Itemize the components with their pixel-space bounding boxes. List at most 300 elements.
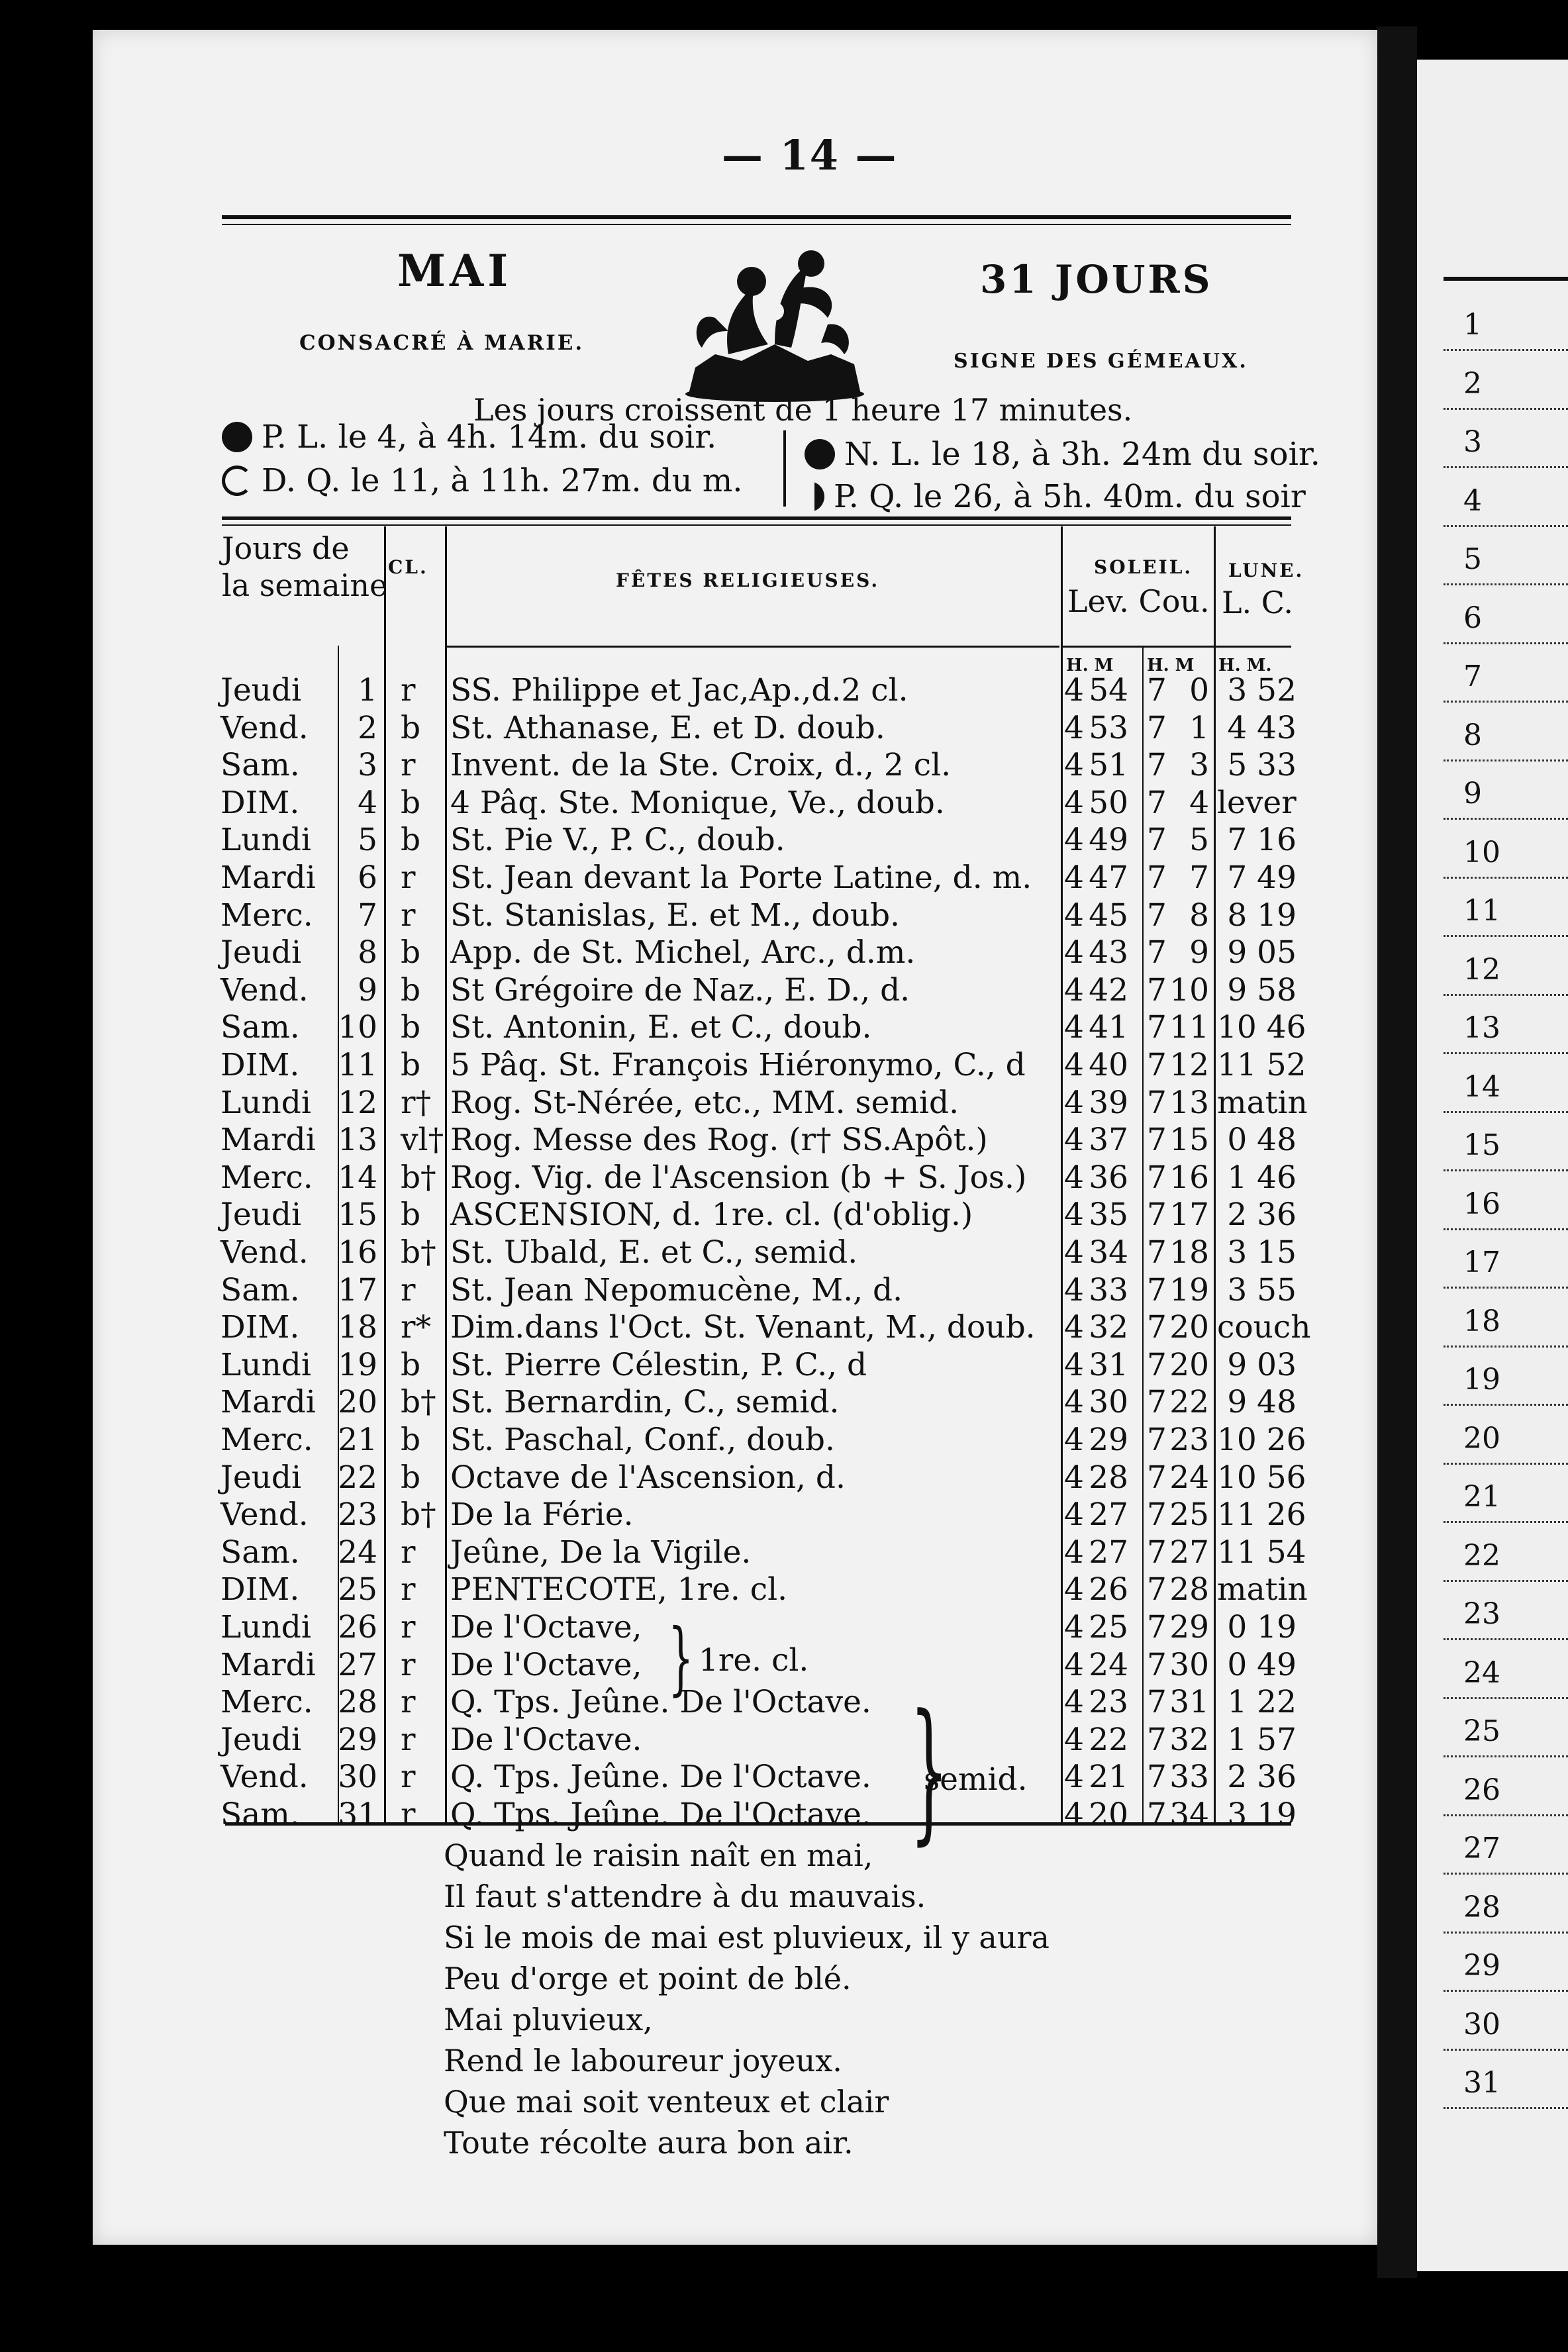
sunrise-minute: 30 [1089, 1384, 1128, 1421]
day-number: 11 [338, 1047, 377, 1083]
table-row [0, 1159, 1568, 1197]
facing-page-day-number: 13 [1463, 1011, 1500, 1045]
sunrise-hour: 4 [1064, 1496, 1084, 1534]
day-number: 18 [338, 1309, 377, 1346]
facing-page-dotted-line [1444, 1755, 1568, 1757]
day-name: Jeudi [220, 1459, 302, 1496]
feast-name: Rog. Vig. de l'Ascension (b + S. Jos.) [450, 1159, 1027, 1196]
sunset-hour: 7 [1147, 971, 1167, 1008]
liturgical-color: r [401, 1271, 416, 1308]
sunset-hour: 7 [1147, 1122, 1167, 1159]
sunrise-minute: 29 [1089, 1422, 1128, 1458]
sunrise-hour: 4 [1064, 1309, 1084, 1346]
proverb-line: Peu d'orge et point de blé. [444, 1961, 852, 1996]
feast-name: Jeûne, De la Vigile. [450, 1534, 752, 1571]
facing-page-day-number: 6 [1463, 601, 1482, 635]
day-name: Lundi [220, 1609, 311, 1645]
feast-name: St. Paschal, Conf., doub. [450, 1422, 835, 1458]
sunset-minute: 33 [1169, 1759, 1209, 1796]
phase-new-moon [805, 436, 1320, 473]
sunset-minute: 24 [1169, 1459, 1209, 1496]
phase-full-moon [222, 418, 716, 456]
day-name: Jeudi [220, 934, 302, 971]
liturgical-color: r [401, 1796, 416, 1833]
proverb-line: Si le mois de mai est pluvieux, il y aura [444, 1920, 1050, 1955]
feast-name: PENTECOTE, 1re. cl. [450, 1571, 788, 1608]
day-name: DIM. [220, 784, 300, 821]
day-name: Merc. [220, 897, 313, 934]
facing-page-dotted-line [1444, 1521, 1568, 1523]
facing-page-dotted-line [1444, 760, 1568, 761]
feast-name: Q. Tps. Jeûne. De l'Octave. [450, 1759, 871, 1796]
sunset-hour: 7 [1147, 1684, 1167, 1721]
sunrise-hour: 4 [1064, 1084, 1084, 1121]
brace-1re-label: 1re. cl. [699, 1642, 809, 1679]
day-number: 16 [338, 1234, 377, 1271]
liturgical-color: b [401, 709, 421, 746]
sunset-minute: 9 [1189, 934, 1209, 971]
day-number: 27 [338, 1646, 377, 1683]
sunrise-hour: 4 [1064, 1271, 1084, 1308]
sunrise-minute: 25 [1089, 1609, 1128, 1645]
sunset-minute: 22 [1169, 1384, 1209, 1421]
facing-page-dotted-line [1444, 1404, 1568, 1406]
facing-page-day-number: 11 [1463, 894, 1500, 928]
sunset-minute: 23 [1169, 1422, 1209, 1458]
table-top-rule-thin [222, 524, 1291, 526]
header-lev-cou: Lev. Cou. [1067, 583, 1210, 619]
sunrise-minute: 27 [1089, 1496, 1128, 1534]
sunrise-hour: 4 [1064, 822, 1084, 859]
sunset-minute: 19 [1169, 1271, 1209, 1308]
day-name: Merc. [220, 1159, 313, 1196]
feast-name: De la Férie. [450, 1496, 634, 1534]
sunrise-hour: 4 [1064, 709, 1084, 746]
day-name: Mardi [220, 859, 316, 896]
sunrise-minute: 24 [1089, 1646, 1128, 1683]
facing-page-day-number: 9 [1463, 777, 1482, 810]
day-name: Merc. [220, 1422, 313, 1458]
sunrise-hour: 4 [1064, 971, 1084, 1008]
facing-page-dotted-line [1444, 642, 1568, 644]
header-rule-thick [222, 215, 1291, 219]
sunrise-hour: 4 [1064, 897, 1084, 934]
facing-page-dotted-line [1444, 1052, 1568, 1054]
moon-time: 1 57 [1227, 1721, 1297, 1758]
proverb-line: Quand le raisin naît en mai, [444, 1838, 873, 1873]
table-row [0, 1384, 1568, 1422]
facing-page-dotted-line [1444, 877, 1568, 879]
day-number: 24 [338, 1534, 377, 1571]
sunset-minute: 10 [1169, 971, 1209, 1008]
feast-name: App. de St. Michel, Arc., d.m. [450, 934, 916, 971]
sunset-minute: 11 [1169, 1009, 1209, 1046]
feast-name: St. Ubald, E. et C., semid. [450, 1234, 858, 1271]
feast-name: St. Pierre Célestin, P. C., d [450, 1346, 867, 1383]
day-number: 1 [358, 672, 377, 709]
table-row [0, 672, 1568, 710]
sunrise-minute: 36 [1089, 1159, 1128, 1196]
moon-time: 9 58 [1227, 971, 1297, 1008]
feast-name: Invent. de la Ste. Croix, d., 2 cl. [450, 747, 952, 784]
sunrise-minute: 54 [1089, 672, 1128, 709]
facing-page-day-number: 15 [1463, 1128, 1500, 1162]
sunrise-minute: 47 [1089, 859, 1128, 896]
facing-page-dotted-line [1444, 1638, 1568, 1640]
moon-time: 7 16 [1227, 822, 1297, 859]
day-name: Jeudi [220, 1197, 302, 1234]
phase-new-moon-text: N. L. le 18, à 3h. 24m du soir. [844, 436, 1320, 473]
phase-first-quarter-text: P. Q. le 26, à 5h. 40m. du soir [834, 478, 1306, 515]
day-number: 13 [338, 1122, 377, 1159]
liturgical-color: b† [401, 1496, 436, 1534]
facing-page-day-number: 19 [1463, 1363, 1500, 1396]
sunset-hour: 7 [1147, 934, 1167, 971]
liturgical-color: b† [401, 1234, 436, 1271]
facing-page-dotted-line [1444, 701, 1568, 703]
day-number: 25 [338, 1571, 377, 1608]
moon-time: matin [1217, 1084, 1308, 1121]
sunrise-hour: 4 [1064, 934, 1084, 971]
facing-page-dotted-line [1444, 525, 1568, 527]
sunset-hour: 7 [1147, 1609, 1167, 1645]
sunset-hour: 7 [1147, 709, 1167, 746]
facing-page-day-number: 29 [1463, 1949, 1500, 1983]
sunrise-hour: 4 [1064, 1234, 1084, 1271]
sunset-minute: 25 [1169, 1496, 1209, 1534]
sunset-minute: 20 [1169, 1309, 1209, 1346]
day-number: 4 [358, 784, 377, 821]
table-row [0, 785, 1568, 822]
sunset-hour: 7 [1147, 1234, 1167, 1271]
facing-page-day-number: 26 [1463, 1773, 1500, 1807]
facing-page-dotted-line [1444, 349, 1568, 351]
feast-name: St Grégoire de Naz., E. D., d. [450, 971, 910, 1008]
sunset-hour: 7 [1147, 1197, 1167, 1234]
sunrise-minute: 49 [1089, 822, 1128, 859]
day-number: 29 [338, 1721, 377, 1758]
sunrise-hour: 4 [1064, 1609, 1084, 1645]
facing-page-rule [1444, 277, 1568, 281]
sunrise-minute: 34 [1089, 1234, 1128, 1271]
feast-name: ASCENSION, d. 1re. cl. (d'oblig.) [450, 1197, 973, 1234]
sunset-minute: 12 [1169, 1047, 1209, 1083]
feast-name: SS. Philippe et Jac,Ap.,d.2 cl. [450, 672, 908, 709]
sunrise-hour: 4 [1064, 1646, 1084, 1683]
facing-page-day-number: 20 [1463, 1421, 1500, 1455]
sunset-hour: 7 [1147, 1759, 1167, 1796]
table-row [0, 1085, 1568, 1122]
zodiac-sign: SIGNE DES GÉMEAUX. [954, 350, 1248, 373]
sunrise-minute: 26 [1089, 1571, 1128, 1608]
phase-last-quarter-text: D. Q. le 11, à 11h. 27m. du m. [262, 462, 743, 499]
table-row [0, 1422, 1568, 1459]
sunset-hour: 7 [1147, 784, 1167, 821]
sunset-minute: 7 [1189, 859, 1209, 896]
day-number: 14 [338, 1159, 377, 1196]
facing-page-day-number: 22 [1463, 1538, 1500, 1573]
facing-page-dotted-line [1444, 2049, 1568, 2051]
sunset-minute: 8 [1189, 897, 1209, 934]
month-name: MAI [397, 245, 513, 297]
sunset-hour: 7 [1147, 1047, 1167, 1083]
feast-name: St. Jean Nepomucène, M., d. [450, 1271, 903, 1308]
table-row [0, 1684, 1568, 1722]
facing-page-dotted-line [1444, 935, 1568, 937]
day-name: Sam. [220, 1534, 300, 1571]
sunrise-minute: 40 [1089, 1047, 1128, 1083]
sunrise-minute: 20 [1089, 1796, 1128, 1833]
facing-page-day-number: 8 [1463, 718, 1482, 752]
liturgical-color: r [401, 1571, 416, 1608]
table-row [0, 1609, 1568, 1647]
sunset-hour: 7 [1147, 1159, 1167, 1196]
sunrise-minute: 39 [1089, 1084, 1128, 1121]
facing-page-dotted-line [1444, 408, 1568, 410]
facing-page-day-number: 30 [1463, 2007, 1500, 2041]
liturgical-color: r [401, 747, 416, 784]
facing-page-day-number: 31 [1463, 2066, 1500, 2100]
liturgical-color: r [401, 897, 416, 934]
sunset-minute: 30 [1169, 1646, 1209, 1683]
facing-page-day-number: 5 [1463, 542, 1482, 576]
table-row [0, 1496, 1568, 1534]
header-class: CL. [388, 556, 428, 578]
facing-page-dotted-line [1444, 1228, 1568, 1230]
facing-page-day-number: 17 [1463, 1246, 1500, 1279]
sunrise-hour: 4 [1064, 1122, 1084, 1159]
sunset-minute: 28 [1169, 1571, 1209, 1608]
table-row [0, 1309, 1568, 1347]
proverb-line: Rend le laboureur joyeux. [444, 2043, 842, 2079]
liturgical-color: r [401, 1721, 416, 1758]
day-number: 15 [338, 1197, 377, 1234]
feast-name: De l'Octave, [450, 1646, 642, 1683]
day-name: DIM. [220, 1047, 300, 1083]
sunrise-hour: 4 [1064, 1571, 1084, 1608]
sunset-minute: 5 [1189, 822, 1209, 859]
sunset-minute: 16 [1169, 1159, 1209, 1196]
facing-page-dotted-line [1444, 994, 1568, 996]
feast-name: Dim.dans l'Oct. St. Venant, M., doub. [450, 1309, 1036, 1346]
moon-time: 9 03 [1227, 1346, 1297, 1383]
facing-page-dotted-line [1444, 1697, 1568, 1699]
sunset-hour: 7 [1147, 1346, 1167, 1383]
dedication: CONSACRÉ À MARIE. [299, 331, 585, 355]
facing-page-dotted-line [1444, 466, 1568, 468]
feast-name: Rog. Messe des Rog. (r† SS.Apôt.) [450, 1122, 988, 1159]
liturgical-color: b† [401, 1384, 436, 1421]
sunset-minute: 0 [1189, 672, 1209, 709]
sunset-hour: 7 [1147, 1422, 1167, 1458]
sunset-minute: 1 [1189, 709, 1209, 746]
table-row [0, 1459, 1568, 1497]
sunset-hour: 7 [1147, 1721, 1167, 1758]
sunrise-hour: 4 [1064, 859, 1084, 896]
liturgical-color: b [401, 822, 421, 859]
day-number: 8 [358, 934, 377, 971]
phase-first-quarter [805, 478, 1306, 515]
sunrise-minute: 42 [1089, 971, 1128, 1008]
sunset-hour: 7 [1147, 897, 1167, 934]
proverb-line: Que mai soit venteux et clair [444, 2084, 889, 2120]
facing-page-dotted-line [1444, 1990, 1568, 1992]
moon-time: lever [1217, 784, 1297, 821]
moon-time: 10 26 [1217, 1422, 1306, 1458]
day-name: Merc. [220, 1684, 313, 1721]
moon-time: 10 46 [1217, 1009, 1306, 1046]
sunrise-minute: 27 [1089, 1534, 1128, 1571]
facing-page-dotted-line [1444, 1169, 1568, 1171]
feast-name: St. Bernardin, C., semid. [450, 1384, 840, 1421]
header-hm-lune: H. M. [1218, 656, 1272, 675]
liturgical-color: b [401, 1346, 421, 1383]
moon-time: 3 52 [1227, 672, 1297, 709]
day-name: Vend. [220, 1759, 309, 1796]
header-hm-cou: H. M [1147, 656, 1195, 675]
liturgical-color: b [401, 1197, 421, 1234]
table-row [0, 1047, 1568, 1085]
feast-name: 5 Pâq. St. François Hiéronymo, C., d [450, 1047, 1026, 1083]
proverb-line: Il faut s'attendre à du mauvais. [444, 1879, 926, 1914]
header-lune: LUNE. [1228, 560, 1304, 581]
table-row [0, 747, 1568, 785]
brace-semid-label: semid. [924, 1761, 1028, 1798]
day-name: Mardi [220, 1646, 316, 1683]
liturgical-color: r [401, 1646, 416, 1683]
feast-name: St. Stanislas, E. et M., doub. [450, 897, 900, 934]
liturgical-color: b [401, 1047, 421, 1083]
facing-page-day-number: 25 [1463, 1714, 1500, 1748]
day-number: 30 [338, 1759, 377, 1796]
sunset-hour: 7 [1147, 1009, 1167, 1046]
day-number: 31 [338, 1796, 377, 1833]
facing-page-dotted-line [1444, 1463, 1568, 1465]
moon-time: 3 19 [1227, 1796, 1297, 1833]
facing-page-day-number: 23 [1463, 1597, 1500, 1631]
sunrise-minute: 32 [1089, 1309, 1128, 1346]
day-name: DIM. [220, 1571, 300, 1608]
sunset-hour: 7 [1147, 672, 1167, 709]
sunrise-hour: 4 [1064, 1422, 1084, 1458]
sunrise-hour: 4 [1064, 1197, 1084, 1234]
table-row [0, 859, 1568, 897]
moon-time: 11 26 [1217, 1496, 1306, 1534]
table-row [0, 1722, 1568, 1759]
day-name: Sam. [220, 1796, 300, 1833]
sunset-hour: 7 [1147, 822, 1167, 859]
feast-name: St. Pie V., P. C., doub. [450, 822, 785, 859]
day-name: Vend. [220, 971, 309, 1008]
sunrise-hour: 4 [1064, 1684, 1084, 1721]
moon-time: 11 54 [1217, 1534, 1306, 1571]
liturgical-color: r [401, 859, 416, 896]
moon-time: 7 49 [1227, 859, 1297, 896]
sunset-minute: 15 [1169, 1122, 1209, 1159]
day-name: Vend. [220, 1234, 309, 1271]
moon-time: 2 36 [1227, 1759, 1297, 1796]
last-quarter-icon [222, 466, 252, 496]
feast-name: Rog. St-Nérée, etc., MM. semid. [450, 1084, 959, 1121]
sunset-minute: 27 [1169, 1534, 1209, 1571]
day-number: 26 [338, 1609, 377, 1645]
proverb-line: Toute récolte aura bon air. [444, 2125, 854, 2161]
proverb-line: Mai pluvieux, [444, 2002, 653, 2037]
sunset-hour: 7 [1147, 1534, 1167, 1571]
header-fetes: FÊTES RELIGIEUSES. [616, 569, 880, 591]
fetes-header-rule [447, 646, 1059, 648]
table-row [0, 972, 1568, 1010]
sunset-minute: 34 [1169, 1796, 1209, 1833]
table-top-rule [222, 516, 1291, 520]
table-row [0, 822, 1568, 859]
facing-page-day-number: 1 [1463, 308, 1482, 342]
table-row [0, 1122, 1568, 1159]
table-row [0, 710, 1568, 748]
day-number: 23 [338, 1496, 377, 1534]
sunrise-minute: 31 [1089, 1346, 1128, 1383]
sunset-hour: 7 [1147, 1646, 1167, 1683]
sunrise-hour: 4 [1064, 672, 1084, 709]
facing-page-dotted-line [1444, 2107, 1568, 2109]
feast-name: Q. Tps. Jeûne. De l'Octave. [450, 1684, 871, 1721]
brace-1re: } [668, 1612, 694, 1704]
facing-page-day-number: 4 [1463, 483, 1482, 518]
moon-time: 1 46 [1227, 1159, 1297, 1196]
times-header-rule [1063, 646, 1291, 648]
liturgical-color: r [401, 672, 416, 709]
sunrise-minute: 45 [1089, 897, 1128, 934]
moon-time: couch [1217, 1309, 1311, 1346]
facing-page-day-number: 12 [1463, 952, 1500, 987]
sunset-hour: 7 [1147, 1271, 1167, 1308]
feast-name: De l'Octave. [450, 1721, 642, 1758]
header-lc: L. C. [1222, 585, 1293, 620]
day-number: 10 [338, 1009, 377, 1046]
sunset-hour: 7 [1147, 1496, 1167, 1534]
sunset-minute: 13 [1169, 1084, 1209, 1121]
moon-time: 9 05 [1227, 934, 1297, 971]
day-name: Jeudi [220, 672, 302, 709]
liturgical-color: b [401, 1422, 421, 1458]
moon-time: 4 43 [1227, 709, 1297, 746]
table-row [0, 1234, 1568, 1272]
gemini-emblem-icon [675, 238, 874, 404]
sunrise-minute: 35 [1089, 1197, 1128, 1234]
sunset-minute: 29 [1169, 1609, 1209, 1645]
table-row [0, 1009, 1568, 1047]
day-number: 28 [338, 1684, 377, 1721]
moon-time: 11 52 [1217, 1047, 1306, 1083]
day-number: 3 [358, 747, 377, 784]
days-count: 31 JOURS [980, 257, 1213, 302]
moon-time: matin [1217, 1571, 1308, 1608]
day-length-note: Les jours croissent de 1 heure 17 minutes. [473, 392, 1133, 428]
liturgical-color: b [401, 784, 421, 821]
header-days-line1: Jours de [222, 530, 350, 566]
sunrise-hour: 4 [1064, 1346, 1084, 1383]
moon-time: 2 36 [1227, 1197, 1297, 1234]
sunrise-minute: 28 [1089, 1459, 1128, 1496]
facing-page-dotted-line [1444, 1287, 1568, 1289]
facing-page-day-number: 14 [1463, 1069, 1500, 1104]
new-moon-icon [805, 439, 835, 469]
sunset-minute: 17 [1169, 1197, 1209, 1234]
day-name: Sam. [220, 747, 300, 784]
table-row [0, 1534, 1568, 1572]
facing-page-day-number: 24 [1463, 1655, 1500, 1690]
day-number: 17 [338, 1271, 377, 1308]
